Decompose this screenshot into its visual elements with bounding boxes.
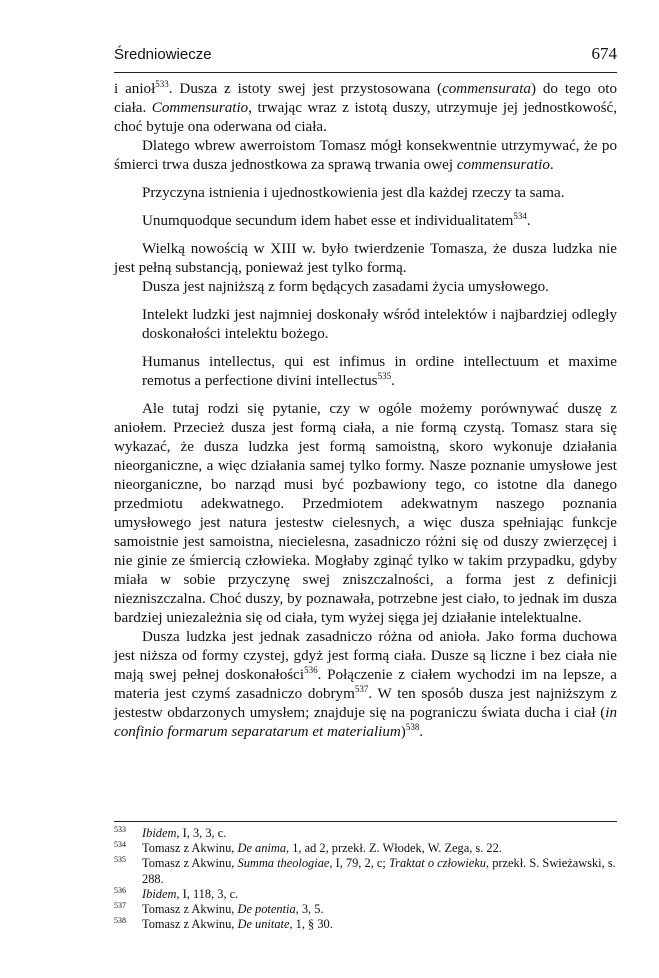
quote-2 [114, 212, 617, 231]
paragraph-3: Wielką nowością w XIII w. było twierdzenie Tomasza, że dusza ludzka nie jest pełną substancją, ponieważ jest tylko formą. [114, 241, 617, 276]
page-header [114, 44, 617, 64]
footnote-text: , 1, § 30. [289, 917, 333, 932]
footnote-ref-535: 535 [377, 371, 392, 381]
footnote [114, 841, 617, 856]
italic-term: commensuratio [456, 157, 550, 173]
footnote-italic: Ibidem [142, 826, 177, 840]
italic-term: in confinio formarum separatarum et materialium [114, 705, 617, 740]
footnote-number [114, 917, 126, 932]
footnote-italic: Traktat o człowieku [388, 856, 486, 871]
footnote-number [114, 826, 126, 841]
text-run: . [419, 724, 424, 740]
footnote-text: , I, 79, 2, c; [329, 856, 389, 871]
footnote [114, 902, 617, 917]
footnote-text: Tomasz z Akwinu, [142, 902, 238, 917]
footnote-number-text: 538 [114, 916, 126, 926]
italic-term: commensurata [442, 81, 531, 97]
text-run: . [526, 213, 531, 229]
text-run: Dlatego wbrew awerroistom Tomasz mógł konsekwentnie utrzymywać, że po śmierci trwa dusza jednostkowa za sprawą trwania owej [114, 138, 617, 173]
paragraph-4: Dusza jest najniższą z form będących zasadami życia umysłowego. [142, 279, 549, 295]
paragraph-1 [114, 80, 617, 137]
page-number: 674 [591, 44, 617, 63]
footnote-ref-534: 534 [513, 211, 527, 221]
footnote-ref-533: 533 [155, 79, 169, 89]
footnote-number-text: 537 [114, 901, 126, 911]
footnote-rule [114, 821, 617, 822]
footnote-italic: De unitate [237, 917, 290, 932]
footnote-number-text: 536 [114, 885, 126, 895]
footnote-ref-536: 536 [304, 665, 318, 675]
text-run: . [391, 373, 395, 389]
quote-3: Intelekt ludzki jest najmniej doskonały wśród intelektów i najbardziej odległy doskonałości intelektu bożego. [142, 307, 617, 342]
footnote-italic: De anima [237, 841, 287, 856]
paragraph-2 [114, 137, 617, 175]
footnote-ref-538: 538 [405, 722, 420, 732]
footnote [114, 887, 617, 902]
text-run: Unumquodque secundum idem habet esse et individualitatem [142, 213, 514, 229]
footnote-text: , I, 3, 3, c. [176, 826, 227, 840]
footnote-text: , przekł. S. Swieżawski, s. 288. [142, 856, 616, 886]
text-run: ) [400, 724, 406, 740]
footnote [114, 856, 617, 886]
quote-1: Przyczyna istnienia i ujednostkowienia jest dla każdej rzeczy ta sama. [142, 185, 565, 201]
text-run: Humanus intellectus, qui est infimus in ordine intellectuum et maxime remotus a perfectione divini intellectus [142, 354, 617, 389]
footnote-italic: Ibidem [142, 886, 177, 901]
main-text [114, 80, 617, 742]
text-run: Dusza ludzka jest jednak zasadniczo różna od anioła. Jako forma duchowa jest niższa od formy czystej, gdyż jest formą ciała. Dusze są liczne i bez ciała nie mają swej pełnej doskonałości [114, 629, 617, 683]
footnote-number-text: 535 [114, 855, 126, 865]
footnote-text: , 1, ad 2, przekł. Z. Włodek, W. Zega, s. 22. [286, 841, 502, 856]
footnote-text: , I, 118, 3, c. [176, 886, 239, 901]
footnotes [114, 826, 617, 932]
footnote-number [114, 902, 126, 917]
footnote-text: Tomasz z Akwinu, [142, 856, 238, 871]
text-run: . Dusza z istoty swej jest przystosowana ( [168, 81, 443, 97]
text-run: . W ten sposób dusza jest najniższym z jestestw obdarzonych umysłem; znajduje się na pograniczu świata ducha i ciał ( [114, 686, 617, 721]
footnote-italic: Summa theologiae [237, 856, 330, 871]
footnote-text: , 3, 5. [295, 902, 324, 917]
text-run: , trwając wraz z istotą duszy, utrzymuje jej jednostkowość, choć bytuje ona oderwana od ciała. [114, 100, 617, 135]
footnote-text: Tomasz z Akwinu, [142, 917, 238, 932]
italic-term: Commensuratio [151, 100, 249, 116]
quote-4 [114, 353, 617, 391]
footnote [114, 826, 617, 841]
text-run: i anioł [114, 81, 156, 97]
footnote-number-text: 533 [114, 825, 126, 834]
text-run: ) do tego oto ciała. [114, 81, 617, 116]
footnote [114, 917, 617, 932]
footnote-number [114, 856, 126, 871]
footnote-number [114, 887, 126, 902]
running-title: Średniowiecze [114, 46, 212, 63]
header-rule [114, 72, 617, 73]
footnote-ref-537: 537 [354, 684, 369, 694]
footnote-number-text: 534 [114, 840, 126, 850]
footnote-italic: De potentia [237, 902, 296, 917]
footnote-text: Tomasz z Akwinu, [142, 841, 238, 856]
paragraph-5: Ale tutaj rodzi się pytanie, czy w ogóle możemy porównywać duszę z aniołem. Przecież dusza jest formą ciała, a nie formą czystą. Tomasz stara się wykazać, że dusza ludzka jest formą samoistną, skoro wykonuje działania nieorganiczne, a więc działania samej tylko formy. Nasze poznanie umysłowe jest nieorganiczne, bo narząd musi być pozbawiony tego, co istotne dla danego przedmiotu adekwatnego. Przedmiotem adekwatnym naszego poznania umysłowego jest natura jestestw cielesnych, a więc dusza spełniając funkcje samoistnie jest samoistna, niecielesna, zasadniczo różni się od duszy zwierzęcej i nie ginie ze śmiercią człowieka. Mogłaby zginąć tylko w takim przypadku, gdyby miała w sobie przyczynę swej zniszczalności, a forma jest z definicji niezniszczalna. Choć duszy, by poznawała, potrzebne jest ciało, to jednak im dusza bardziej uniezależnia się od ciała, tym wyżej sięga jej działanie intelektualne. [114, 401, 617, 626]
paragraph-6 [114, 628, 617, 742]
text-run: . [549, 157, 554, 173]
text-run: . Połączenie z ciałem wychodzi im na lepsze, a materia jest czymś zasadniczo dobrym [114, 667, 617, 702]
